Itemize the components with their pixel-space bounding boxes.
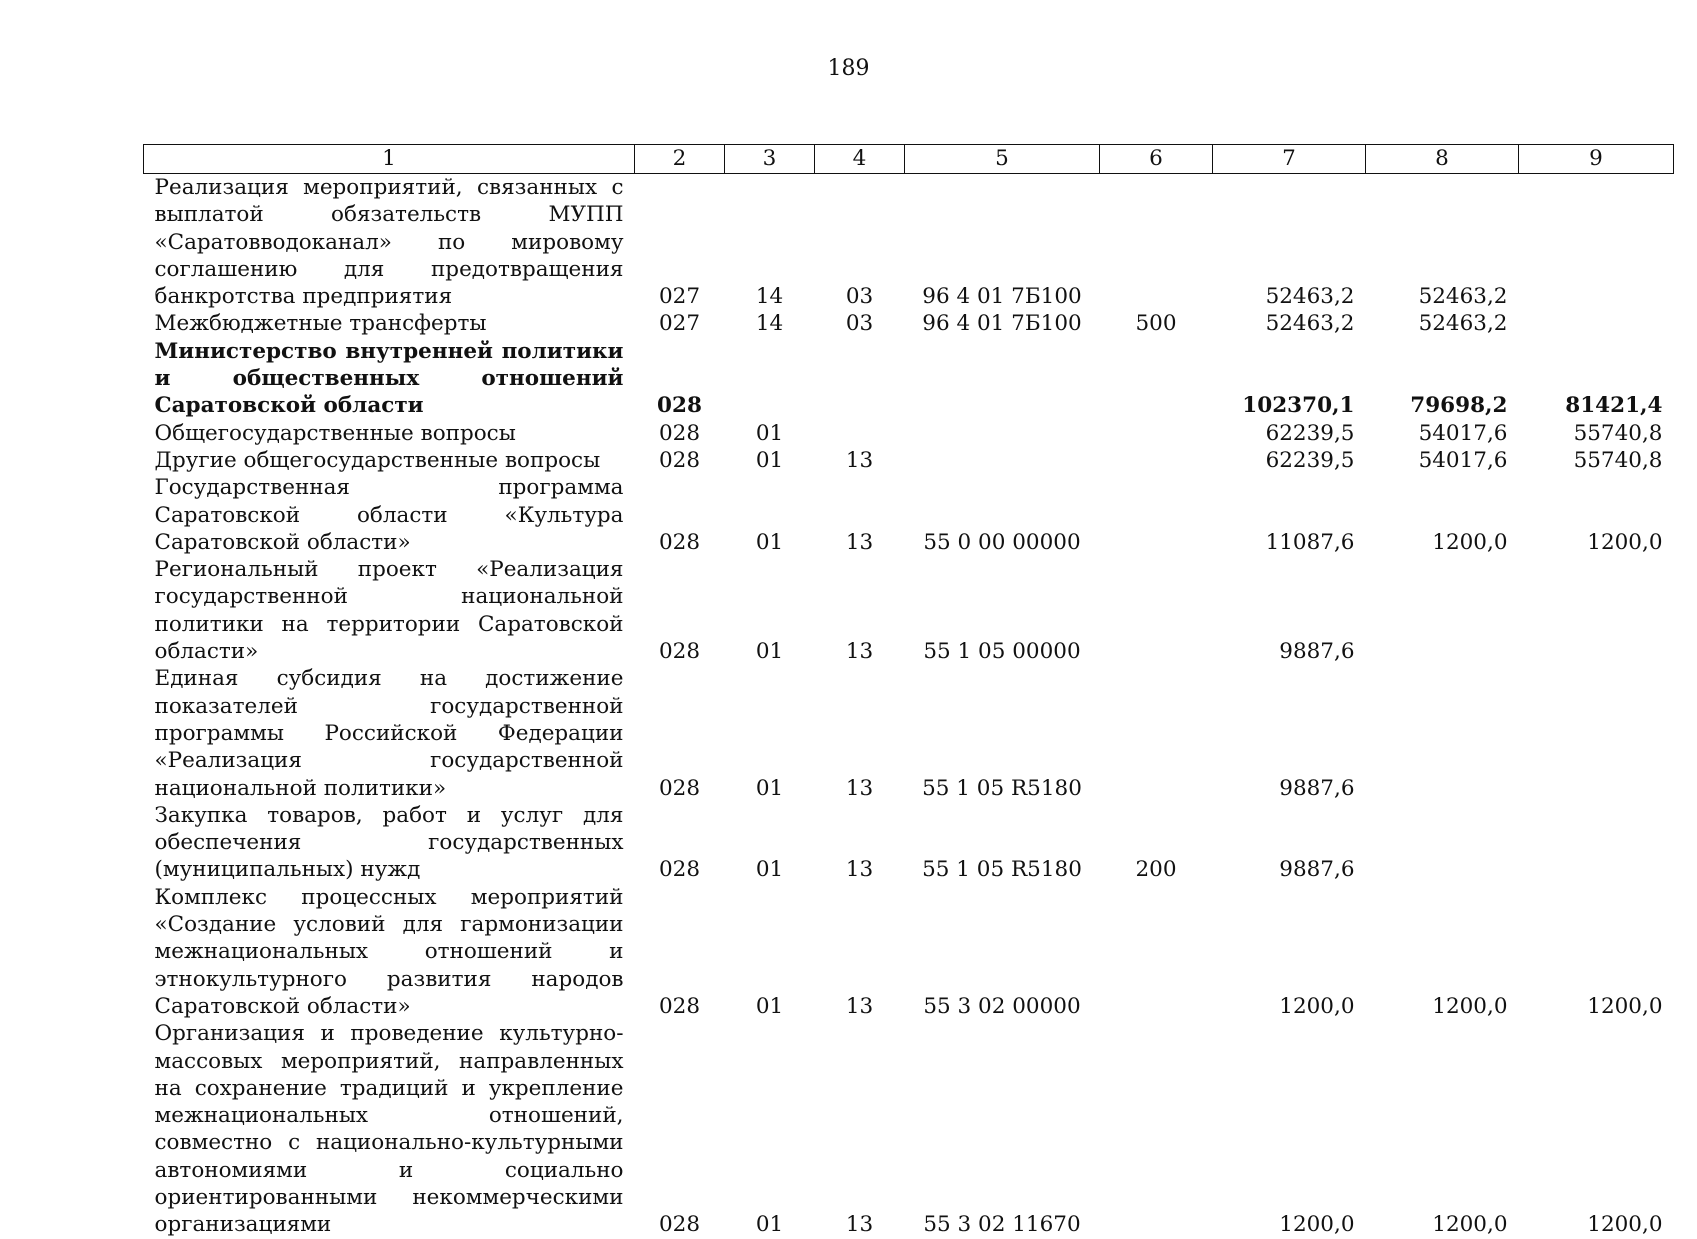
amount-col-7: 9887,6 [1279, 639, 1355, 665]
row-name: Государственная программа Саратовской области «Культура Саратовской области» [154, 475, 624, 555]
expense-type-code: 500 [1135, 311, 1177, 337]
amount-col-9: 55740,8 [1573, 420, 1663, 446]
expense-type-code [1100, 174, 1213, 311]
table-row [144, 174, 1674, 311]
section-code: 14 [755, 311, 784, 337]
expense-type-code: 200 [1135, 857, 1177, 883]
ministry-code: 028 [658, 529, 701, 555]
row-name: Организация и проведение культурно-массовых мероприятий, направленных на сохранение традиций и укрепление межнациональных отношений, совместно с национально-культурными автономиями и социально ориентированными некоммерческими организациями [154, 1021, 624, 1238]
section-code: 01 [755, 857, 784, 883]
column-header-5: 5 [905, 145, 1100, 174]
amount-col-8: 1200,0 [1432, 993, 1508, 1019]
amount-col-7: 62239,5 [1265, 420, 1355, 446]
row-name: Закупка товаров, работ и услуг для обеспечения государственных (муниципальных) нужд [154, 802, 624, 883]
expense-type-code [1100, 474, 1213, 556]
amount-col-7: 62239,5 [1265, 447, 1355, 473]
row-name: Общегосударственные вопросы [154, 420, 516, 446]
section-code: 01 [755, 420, 784, 446]
table-header [144, 145, 1674, 174]
budget-table [143, 144, 1674, 1239]
column-header-7: 7 [1213, 145, 1366, 174]
table-row [144, 884, 1674, 1020]
target-article-code: 55 1 05 R5180 [922, 775, 1082, 801]
ministry-code: 028 [658, 639, 701, 665]
ministry-code: 028 [658, 447, 701, 473]
subsection-code: 13 [845, 857, 874, 883]
ministry-code: 028 [657, 393, 702, 419]
section-code: 01 [755, 529, 784, 555]
table-row [144, 310, 1674, 337]
amount-col-9: 81421,4 [1565, 393, 1663, 419]
amount-col-9: 1200,0 [1587, 993, 1663, 1019]
section-code: 01 [755, 993, 784, 1019]
table-body [144, 174, 1674, 1239]
amount-col-9 [1519, 310, 1674, 337]
amount-col-8: 1200,0 [1432, 1212, 1508, 1238]
section-code: 01 [755, 639, 784, 665]
amount-col-9: 1200,0 [1587, 529, 1663, 555]
expense-type-code [1100, 1020, 1213, 1238]
amount-col-8 [1366, 802, 1519, 884]
expense-type-code [1100, 420, 1213, 447]
table-row [144, 474, 1674, 556]
amount-col-7: 1200,0 [1279, 1212, 1355, 1238]
amount-col-8: 52463,2 [1418, 284, 1508, 310]
row-name: Комплекс процессных мероприятий «Создание условий для гармонизации межнациональных отношений и этнокультурного развития народов Саратовской области» [154, 884, 624, 1019]
table-row [144, 420, 1674, 447]
target-article-code: 55 1 05 00000 [923, 639, 1081, 665]
section-code: 01 [755, 447, 784, 473]
ministry-code: 028 [658, 775, 701, 801]
ministry-code: 027 [658, 311, 701, 337]
amount-col-9 [1519, 802, 1674, 884]
row-name: Реализация мероприятий, связанных с выплатой обязательств МУПП «Саратовводоканал» по мировому соглашению для предотвращения банкротства предприятия [154, 175, 624, 310]
target-article-code: 55 1 05 R5180 [922, 857, 1082, 883]
column-header-6: 6 [1100, 145, 1213, 174]
row-name: Другие общегосударственные вопросы [154, 447, 601, 473]
ministry-code: 028 [658, 857, 701, 883]
amount-col-7: 52463,2 [1265, 311, 1355, 337]
target-article-code [905, 447, 1100, 474]
column-header-1: 1 [144, 145, 635, 174]
target-article-code: 55 3 02 11670 [923, 1212, 1081, 1238]
expense-type-code [1100, 665, 1213, 801]
amount-col-8: 54017,6 [1418, 447, 1508, 473]
amount-col-8: 79698,2 [1410, 393, 1508, 419]
table-row [144, 556, 1674, 665]
target-article-code: 96 4 01 7Б100 [922, 311, 1082, 337]
page-number: 189 [827, 56, 870, 81]
amount-col-9: 1200,0 [1587, 1212, 1663, 1238]
table-row [144, 665, 1674, 801]
table-row [144, 802, 1674, 884]
amount-col-8 [1366, 556, 1519, 665]
subsection-code: 13 [845, 447, 874, 473]
ministry-code: 027 [658, 284, 701, 310]
amount-col-9 [1519, 174, 1674, 311]
row-name: Региональный проект «Реализация государственной национальной политики на территории Саратовской области» [154, 557, 624, 665]
section-code: 01 [755, 775, 784, 801]
subsection-code: 03 [845, 311, 874, 337]
column-header-3: 3 [725, 145, 815, 174]
table-row [144, 1020, 1674, 1238]
expense-type-code [1100, 556, 1213, 665]
table-row [144, 338, 1674, 420]
subsection-code: 03 [845, 284, 874, 310]
target-article-code: 96 4 01 7Б100 [922, 284, 1082, 310]
amount-col-7: 9887,6 [1279, 775, 1355, 801]
subsection-code: 13 [845, 639, 874, 665]
target-article-code: 55 3 02 00000 [923, 993, 1081, 1019]
amount-col-7: 102370,1 [1242, 393, 1355, 419]
amount-col-9: 55740,8 [1573, 447, 1663, 473]
amount-col-8: 52463,2 [1418, 311, 1508, 337]
amount-col-7: 11087,6 [1265, 529, 1355, 555]
section-code: 01 [755, 1212, 784, 1238]
amount-col-8: 54017,6 [1418, 420, 1508, 446]
amount-col-7: 52463,2 [1265, 284, 1355, 310]
table-row [144, 447, 1674, 474]
ministry-code: 028 [658, 1212, 701, 1238]
row-name: Межбюджетные трансферты [154, 311, 487, 337]
subsection-code: 13 [845, 529, 874, 555]
expense-type-code [1100, 338, 1213, 420]
amount-col-8 [1366, 665, 1519, 801]
header-row [144, 145, 1674, 174]
expense-type-code [1100, 884, 1213, 1020]
target-article-code: 55 0 00 00000 [923, 529, 1081, 555]
amount-col-9 [1519, 556, 1674, 665]
column-header-4: 4 [815, 145, 905, 174]
row-name: Единая субсидия на достижение показателей государственной программы Российской Федерации «Реализация государственной национальной политики» [154, 666, 624, 801]
row-name: Министерство внутренней политики и общественных отношений Саратовской области [154, 338, 624, 419]
ministry-code: 028 [658, 420, 701, 446]
section-code: 14 [755, 284, 784, 310]
amount-col-7: 1200,0 [1279, 993, 1355, 1019]
target-article-code [905, 420, 1100, 447]
subsection-code: 13 [845, 993, 874, 1019]
subsection-code: 13 [845, 1212, 874, 1238]
expense-type-code [1100, 447, 1213, 474]
target-article-code [905, 338, 1100, 420]
column-header-9: 9 [1519, 145, 1674, 174]
amount-col-9 [1519, 665, 1674, 801]
subsection-code [815, 338, 905, 420]
subsection-code [815, 420, 905, 447]
amount-col-7: 9887,6 [1279, 857, 1355, 883]
column-header-8: 8 [1366, 145, 1519, 174]
ministry-code: 028 [658, 993, 701, 1019]
section-code [725, 338, 815, 420]
amount-col-8: 1200,0 [1432, 529, 1508, 555]
column-header-2: 2 [635, 145, 725, 174]
subsection-code: 13 [845, 775, 874, 801]
